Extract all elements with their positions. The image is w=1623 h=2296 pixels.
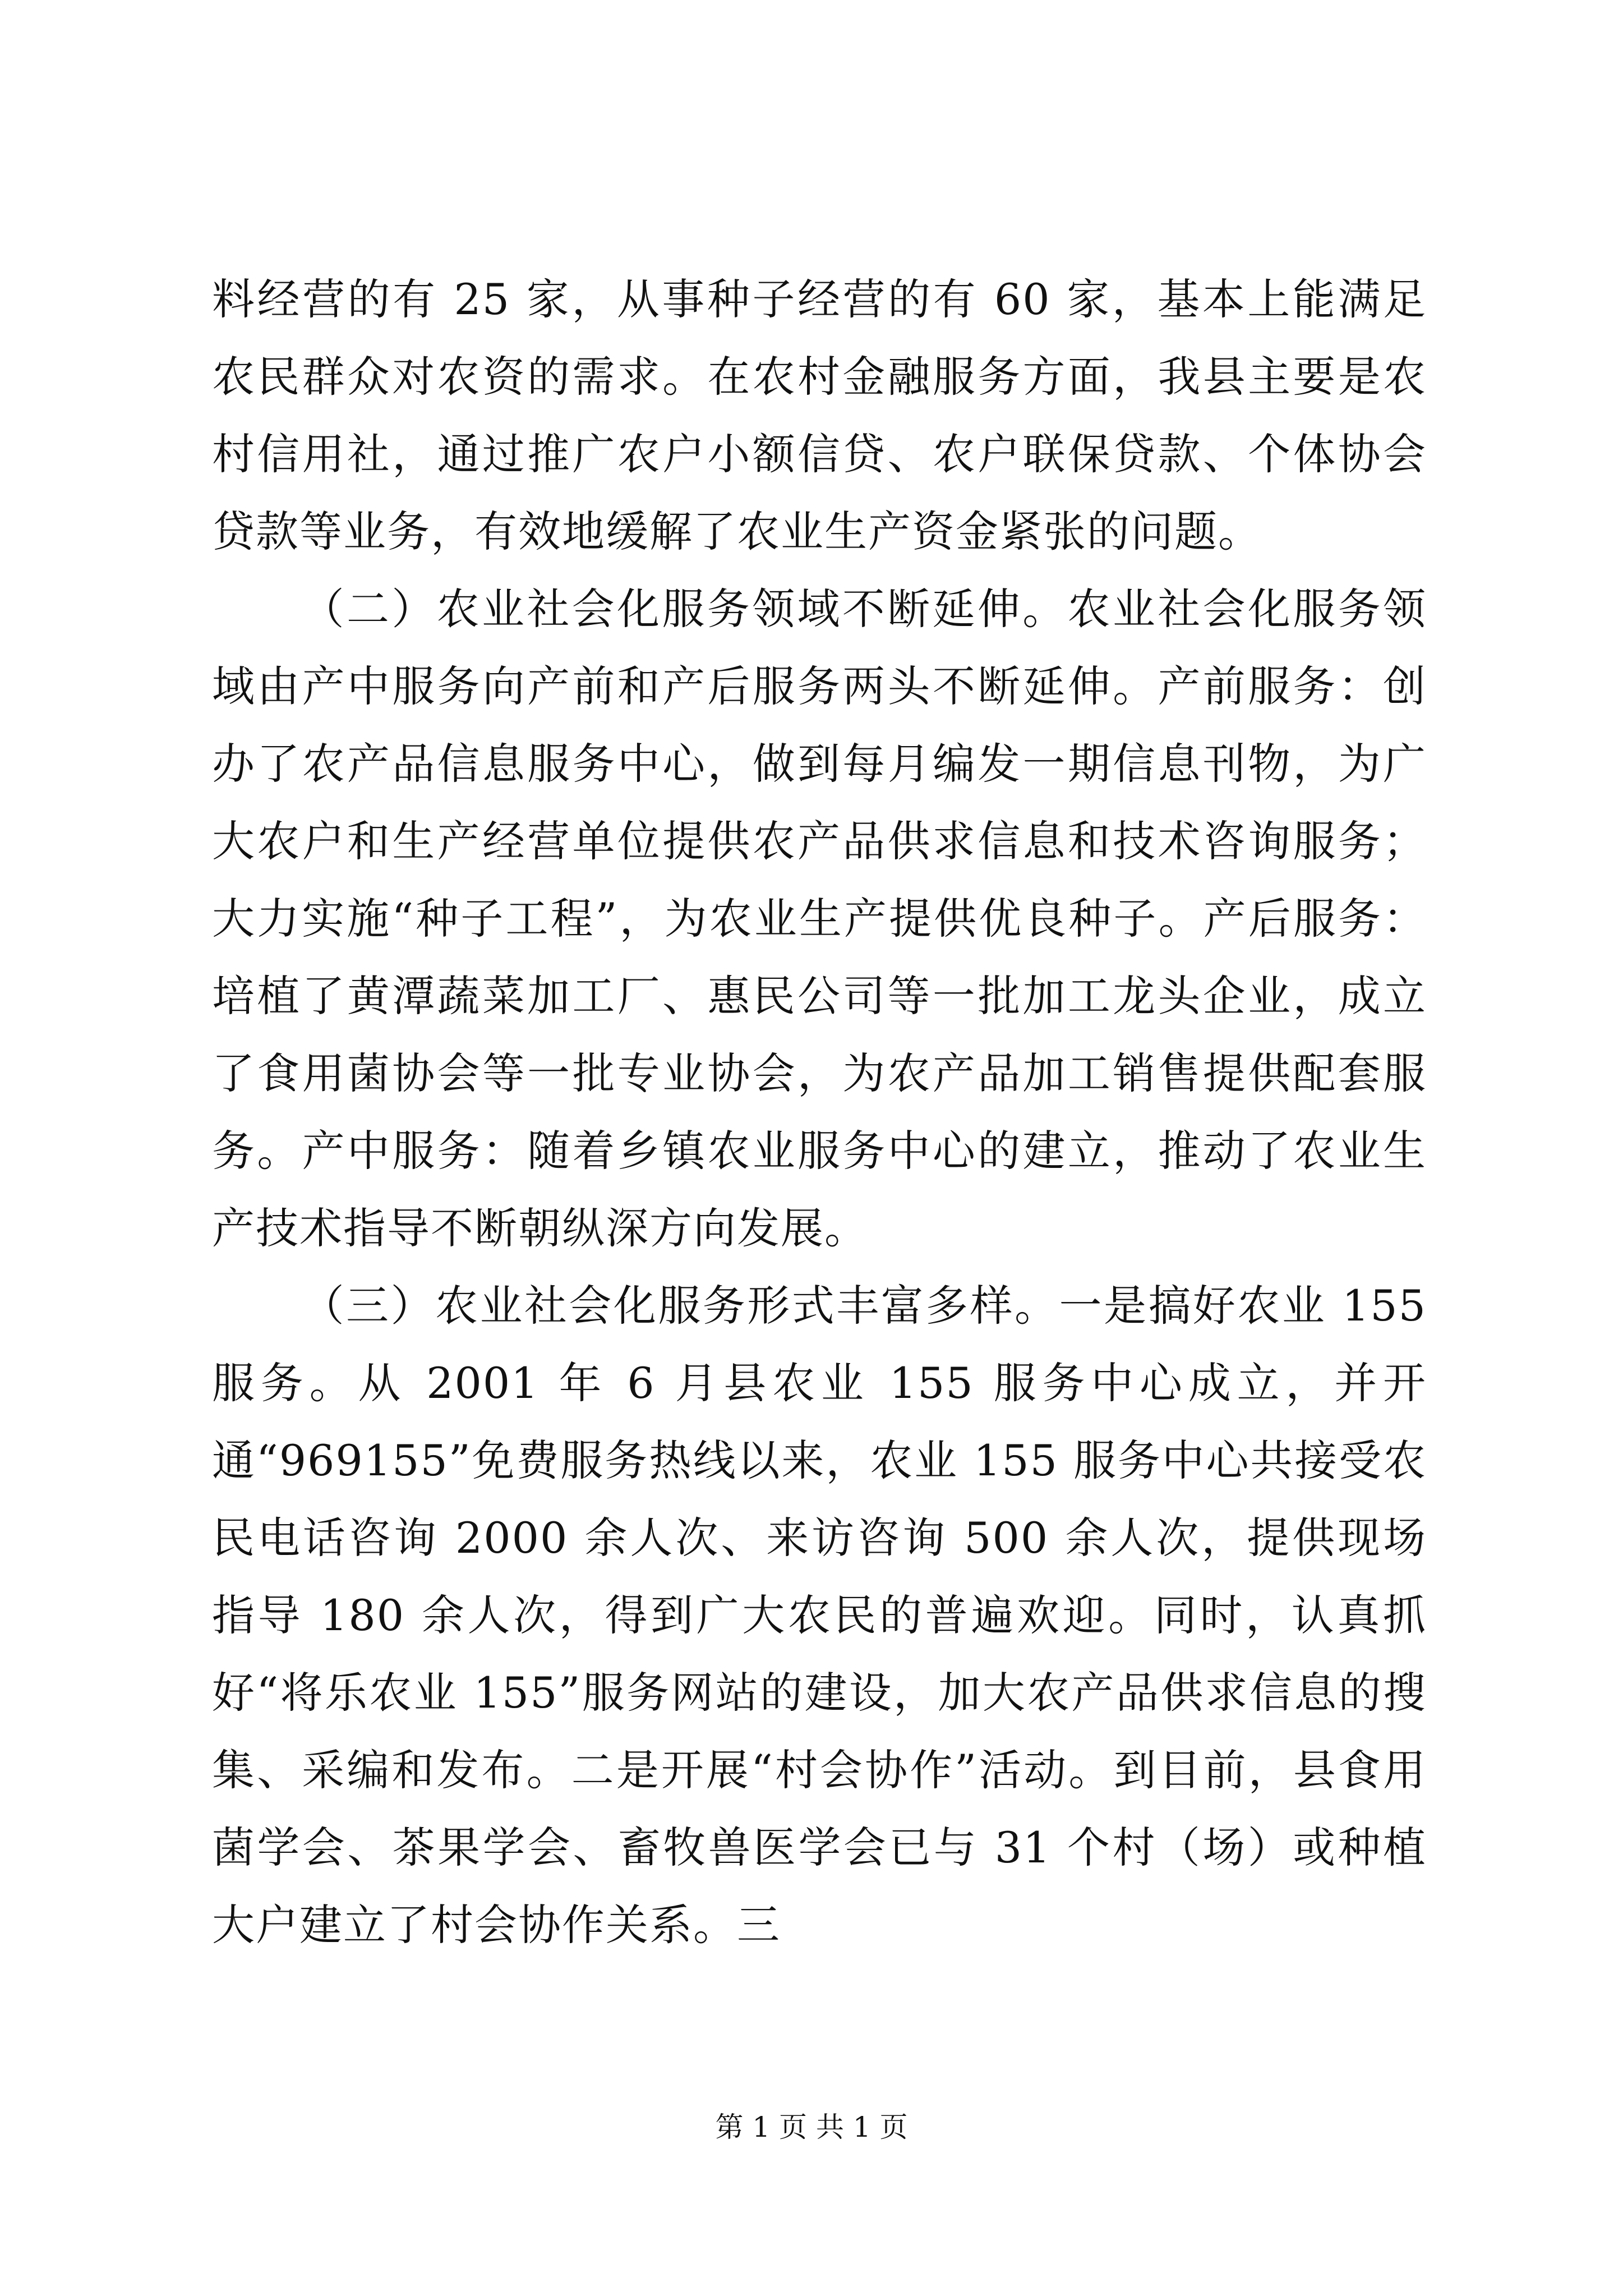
paragraph-section-three: （三）农业社会化服务形式丰富多样。一是搞好农业 155 服务。从 2001 年 6 月县农业 155 服务中心成立，并开通“969155”免费服务热线以来，农业 155 服务中心共接受农民电话咨询 2000 余人次、来访咨询 500 余人次，提供现场指导 180 余人次，得到广大农民的普遍欢迎。同时，认真抓好“将乐农业 155”服务网站的建设，加大农产品供求信息的搜集、采编和发布。二是开展“村会协作”活动。到目前，县食用菌学会、茶果学会、畜牧兽医学会已与 31 个村（场）或种植大户建立了村会协作关系。三 xyxy=(212,1281,1427,1950)
document-body xyxy=(212,261,1427,1964)
paragraph-continuation: 料经营的有 25 家，从事种子经营的有 60 家，基本上能满足农民群众对农资的需求。在农村金融服务方面，我县主要是农村信用社，通过推广农户小额信贷、农户联保贷款、个体协会贷款等业务，有效地缓解了农业生产资金紧张的问题。 xyxy=(212,274,1427,556)
paragraph-section-two: （二）农业社会化服务领域不断延伸。农业社会化服务领域由产中服务向产前和产后服务两头不断延伸。产前服务：创办了农产品信息服务中心，做到每月编发一期信息刊物，为广大农户和生产经营单位提供农产品供求信息和技术咨询服务；大力实施“种子工程”，为农业生产提供优良种子。产后服务：培植了黄潭蔬菜加工厂、惠民公司等一批加工龙头企业，成立了食用菌协会等一批专业协会，为农产品加工销售提供配套服务。产中服务：随着乡镇农业服务中心的建立，推动了农业生产技术指导不断朝纵深方向发展。 xyxy=(212,584,1427,1253)
page-number-footer: 第 1 页 共 1 页 xyxy=(715,2111,908,2143)
